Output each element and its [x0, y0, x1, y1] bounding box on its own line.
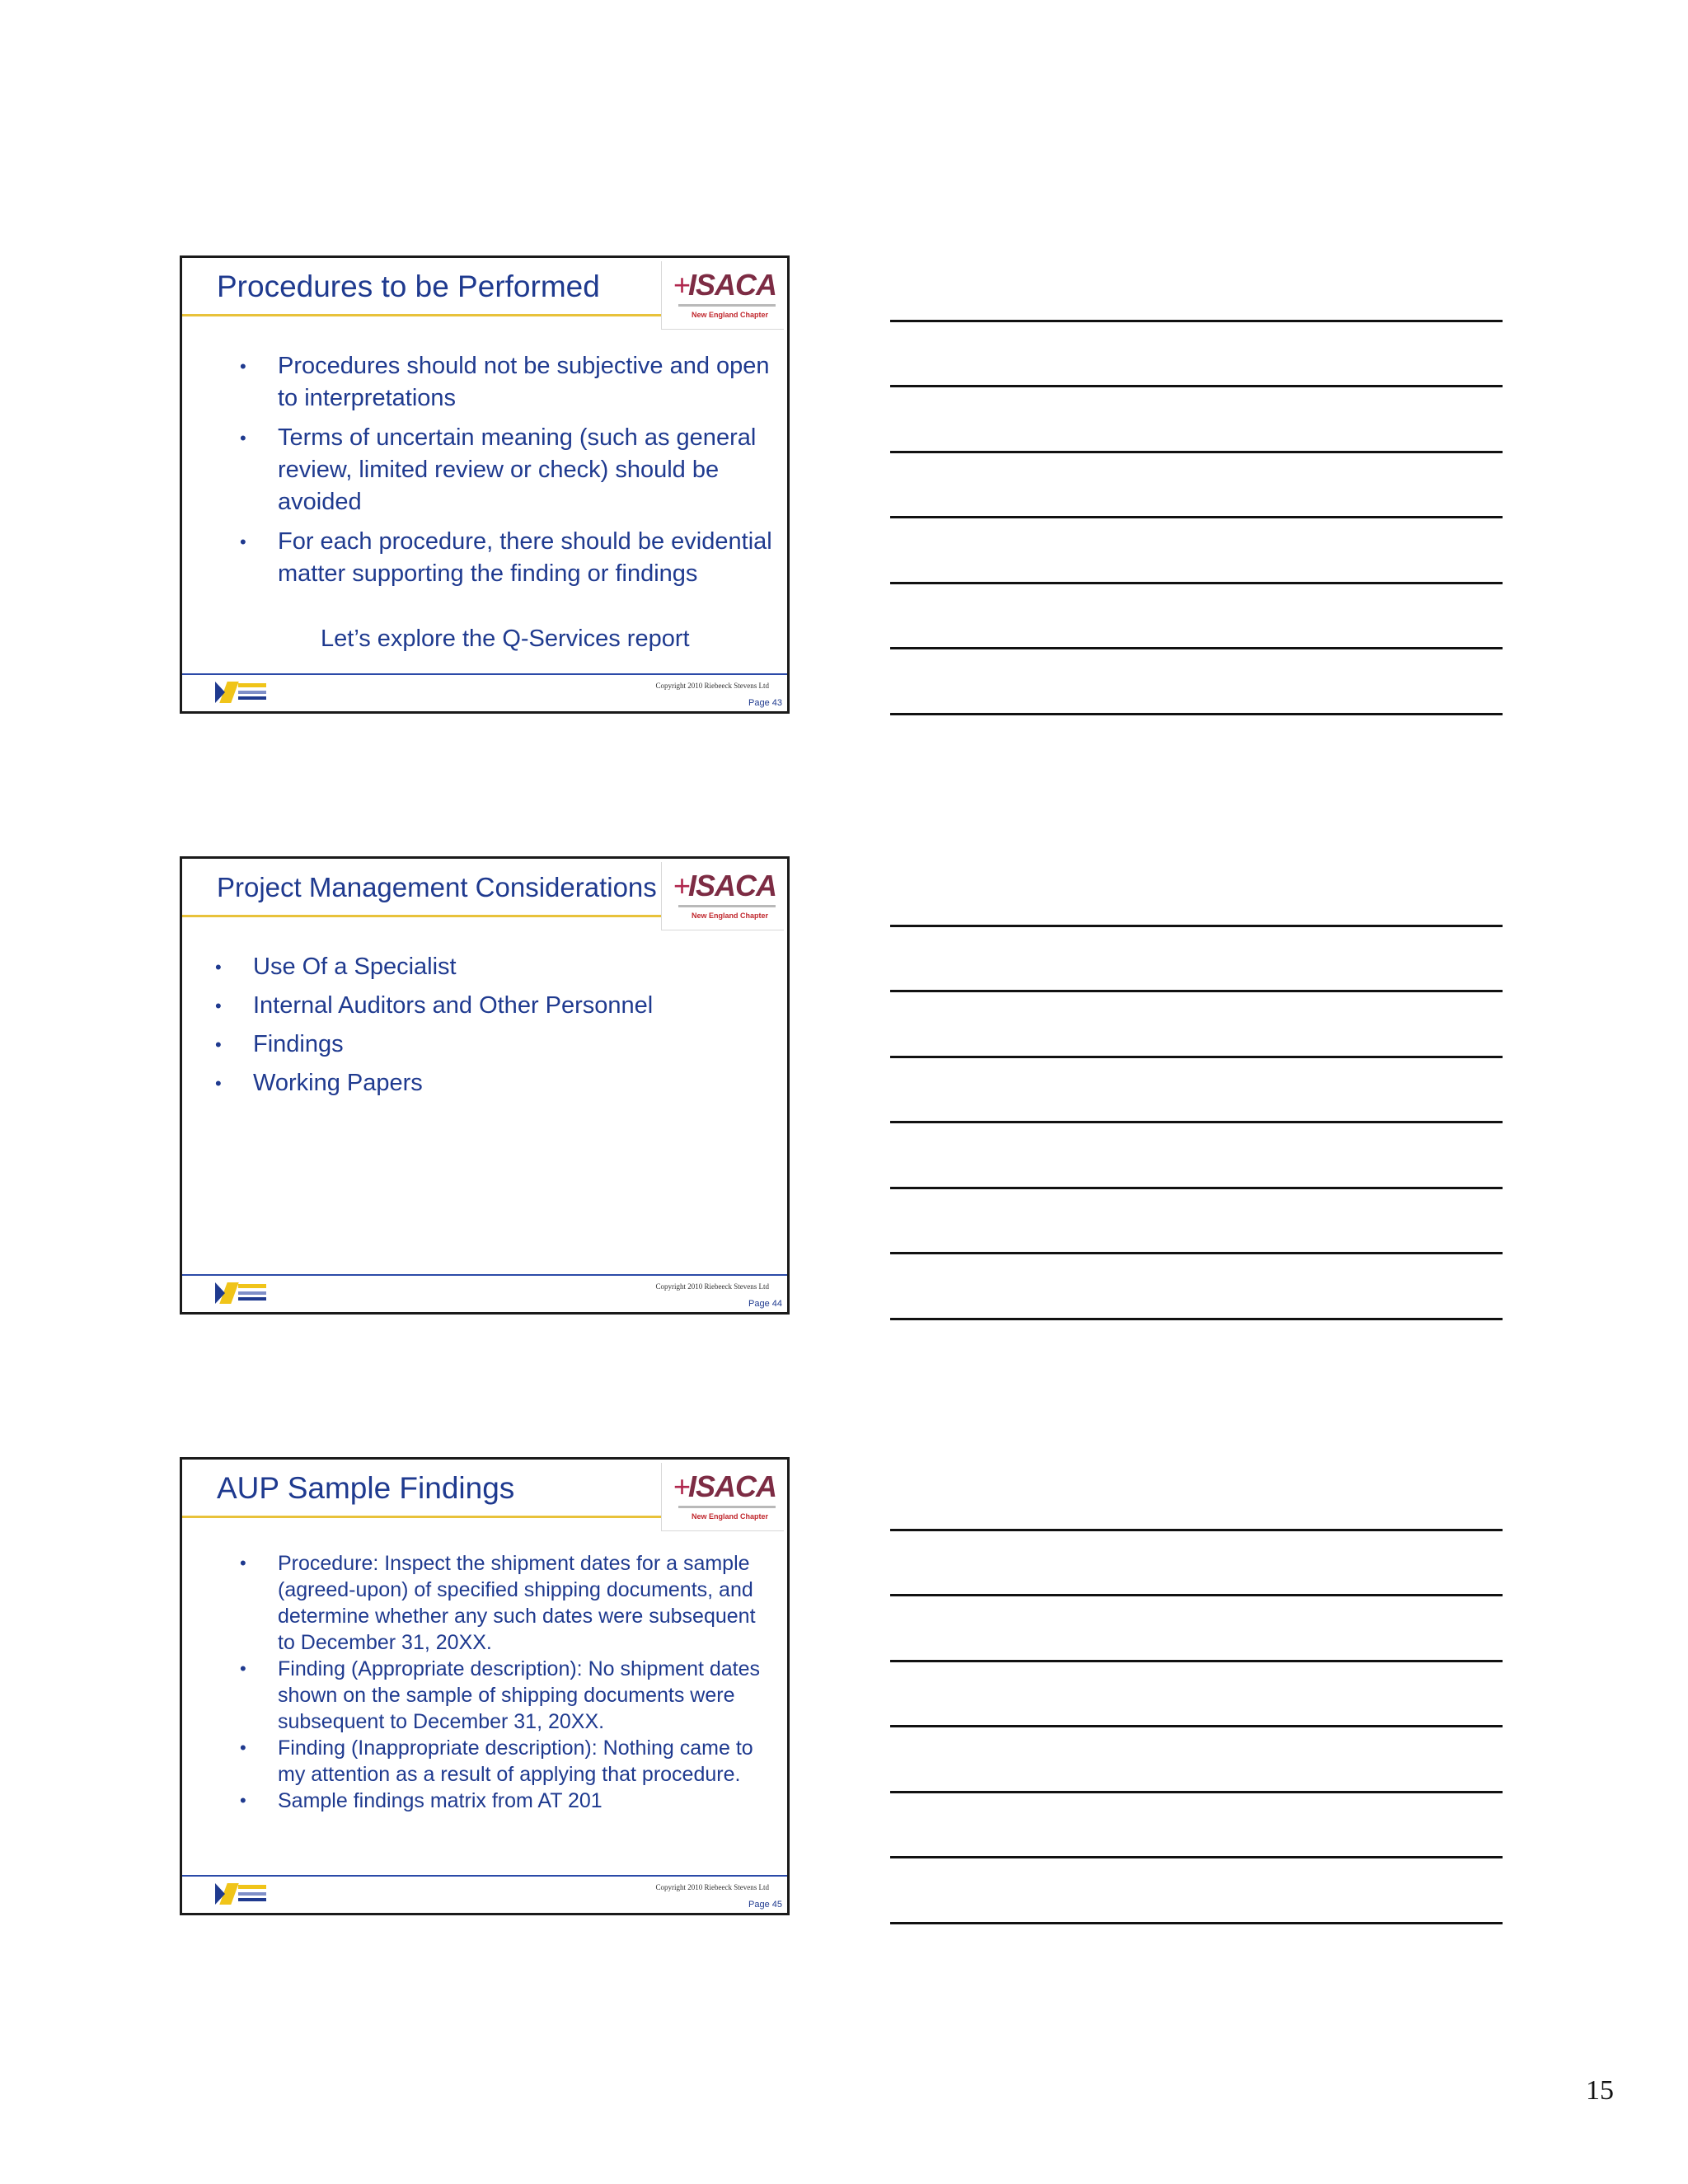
- list-item: • Internal Auditors and Other Personnel: [215, 990, 751, 1022]
- riebeeck-stevens-logo-icon: [215, 1281, 268, 1305]
- notes-line: [890, 1187, 1503, 1189]
- notes-line: [890, 1856, 1503, 1858]
- list-item: • Procedures should not be subjective and open to interpretations: [240, 350, 776, 415]
- notes-line: [890, 925, 1503, 927]
- notes-line: [890, 516, 1503, 518]
- bullet-icon: •: [240, 356, 246, 377]
- notes-line: [890, 320, 1503, 322]
- slide-title: Procedures to be Performed: [217, 269, 600, 303]
- notes-line: [890, 1725, 1503, 1727]
- isaca-logo-word: +ISACA: [673, 1469, 777, 1503]
- notes-line: [890, 451, 1503, 453]
- isaca-logo: [661, 261, 784, 330]
- notes-line: [890, 1791, 1503, 1793]
- bullet-icon: •: [215, 996, 222, 1016]
- slide-subline: Let’s explore the Q-Services report: [321, 626, 690, 652]
- notes-line: [890, 1529, 1503, 1531]
- list-item: • Working Papers: [215, 1067, 751, 1099]
- notes-line: [890, 1318, 1503, 1320]
- list-item: • Finding (Inappropriate description): Nothing came to my attention as a result of applying that procedure.: [240, 1736, 753, 1786]
- copyright-text: Copyright 2010 Riebeeck Stevens Ltd: [655, 1282, 769, 1291]
- copyright-text: Copyright 2010 Riebeeck Stevens Ltd: [655, 682, 769, 690]
- notes-line: [890, 385, 1503, 387]
- slide-page-number: Page 43: [748, 698, 782, 708]
- list-item: • Sample findings matrix from AT 201: [240, 1789, 603, 1812]
- isaca-logo-tagline: [678, 304, 776, 307]
- bullet-icon: •: [240, 1553, 246, 1573]
- bullet-icon: •: [240, 532, 246, 552]
- notes-line: [890, 713, 1503, 715]
- title-rule: [182, 915, 664, 917]
- bullet-icon: •: [240, 428, 246, 448]
- notes-line: [890, 1660, 1503, 1662]
- bullet-list: [215, 951, 751, 1106]
- bullet-icon: •: [240, 1658, 246, 1679]
- handout-page-number: 15: [1586, 2075, 1614, 2106]
- isaca-logo-chapter: New England Chapter: [692, 912, 769, 920]
- slide-title: Project Management Considerations: [217, 872, 657, 902]
- notes-line: [890, 647, 1503, 649]
- notes-line: [890, 1121, 1503, 1123]
- notes-line: [890, 1594, 1503, 1596]
- footer-rule: [182, 1274, 787, 1276]
- isaca-logo: [661, 1463, 784, 1531]
- title-rule: [182, 1516, 664, 1518]
- isaca-logo-chapter: New England Chapter: [692, 311, 769, 319]
- bullet-icon: •: [215, 1034, 222, 1055]
- notes-line: [890, 1252, 1503, 1254]
- notes-line: [890, 1922, 1503, 1924]
- bullet-icon: •: [215, 1073, 222, 1094]
- copyright-text: Copyright 2010 Riebeeck Stevens Ltd: [655, 1883, 769, 1891]
- bullet-list: [240, 1550, 776, 1814]
- isaca-logo-word: +ISACA: [673, 268, 777, 302]
- footer-rule: [182, 673, 787, 675]
- slide-page-number: Page 44: [748, 1299, 782, 1309]
- list-item: • Finding (Appropriate description): No shipment dates shown on the sample of shipping documents were subsequent to December 31, 20XX.: [240, 1657, 761, 1733]
- notes-line: [890, 1056, 1503, 1058]
- list-item: • Procedure: Inspect the shipment dates for a sample (agreed-upon) of specified shipping documents, and determine whether any such dates were subsequent to December 31, 20XX.: [240, 1552, 756, 1654]
- slide-page-number: Page 45: [748, 1900, 782, 1910]
- bullet-list: [240, 350, 776, 598]
- footer-rule: [182, 1875, 787, 1877]
- notes-line: [890, 582, 1503, 584]
- isaca-logo: [661, 862, 784, 930]
- notes-line: [890, 990, 1503, 992]
- list-item: • Terms of uncertain meaning (such as general review, limited review or check) should be avoided: [240, 422, 776, 518]
- title-rule: [182, 314, 664, 316]
- bullet-icon: •: [240, 1737, 246, 1758]
- isaca-logo-chapter: New England Chapter: [692, 1512, 769, 1521]
- riebeeck-stevens-logo-icon: [215, 680, 268, 705]
- slide-45: [180, 1457, 790, 1915]
- bullet-icon: •: [240, 1790, 246, 1811]
- isaca-logo-word: +ISACA: [673, 869, 777, 902]
- slide-44: [180, 856, 790, 1315]
- list-item: • Findings: [215, 1029, 751, 1061]
- isaca-logo-tagline: [678, 905, 776, 907]
- slide-title: AUP Sample Findings: [217, 1471, 515, 1505]
- list-item: • For each procedure, there should be evidential matter supporting the finding or findings: [240, 526, 776, 590]
- list-item: • Use Of a Specialist: [215, 951, 751, 983]
- riebeeck-stevens-logo-icon: [215, 1882, 268, 1906]
- slide-43: [180, 255, 790, 714]
- bullet-icon: •: [215, 957, 222, 977]
- isaca-logo-tagline: [678, 1506, 776, 1508]
